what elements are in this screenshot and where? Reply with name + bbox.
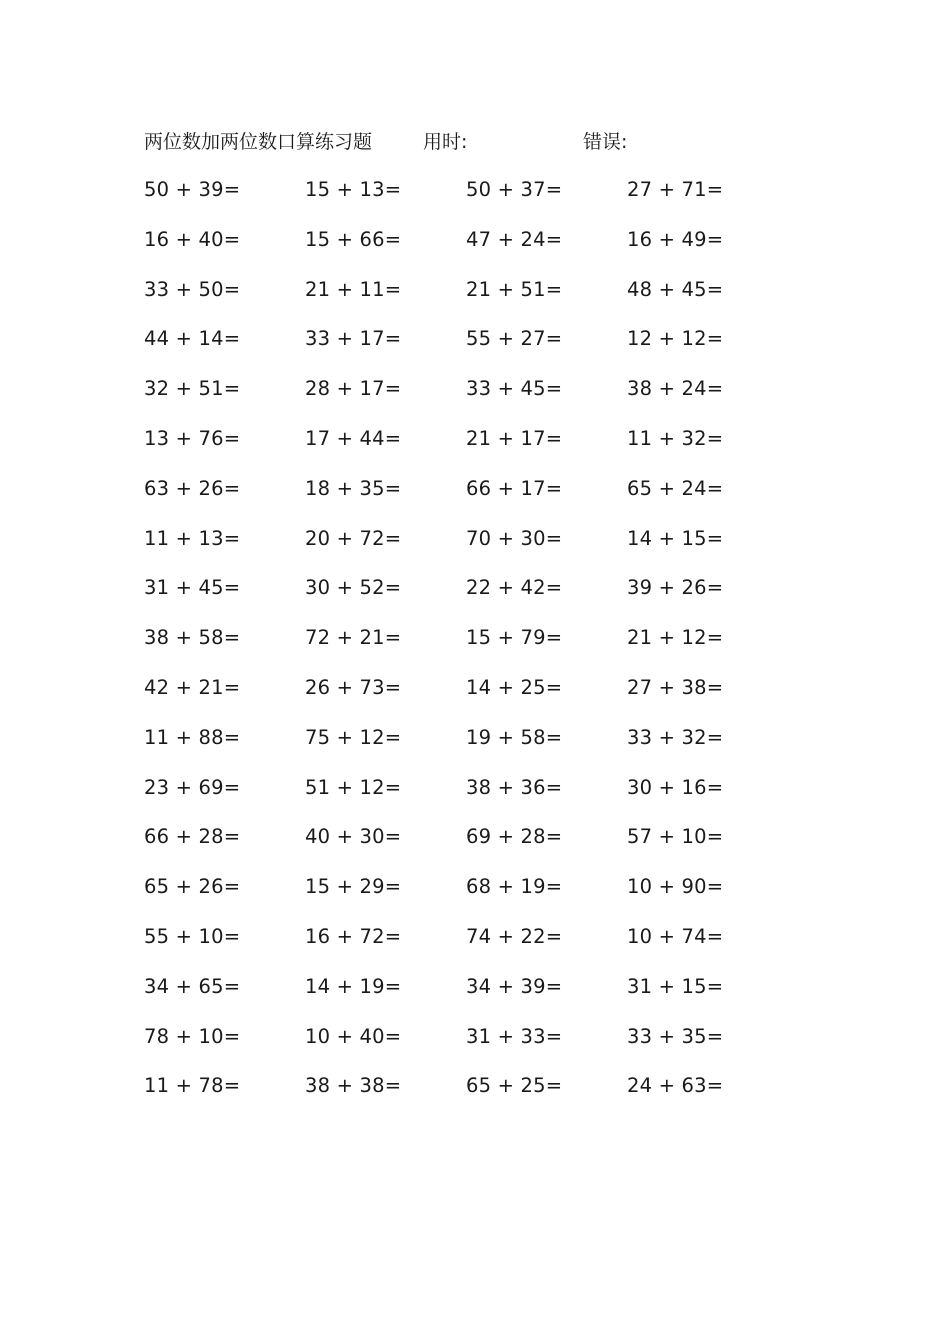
arithmetic-problem: 11 + 13= (144, 526, 241, 550)
arithmetic-problem: 48 + 45= (627, 277, 724, 301)
arithmetic-problem: 65 + 24= (627, 476, 724, 500)
arithmetic-problem: 23 + 69= (144, 775, 241, 799)
arithmetic-problem: 63 + 26= (144, 476, 241, 500)
arithmetic-problem: 34 + 65= (144, 974, 241, 998)
arithmetic-problem: 55 + 10= (144, 924, 241, 948)
arithmetic-problem: 12 + 12= (627, 327, 724, 351)
arithmetic-problem: 15 + 79= (466, 626, 563, 650)
arithmetic-problem: 14 + 25= (466, 675, 563, 699)
arithmetic-problem: 21 + 17= (466, 426, 563, 450)
arithmetic-problem: 30 + 16= (627, 775, 724, 799)
arithmetic-problem: 75 + 12= (305, 725, 402, 749)
arithmetic-problem: 65 + 26= (144, 875, 241, 899)
arithmetic-problem: 22 + 42= (466, 576, 563, 600)
arithmetic-problem: 39 + 26= (627, 576, 724, 600)
arithmetic-problem: 51 + 12= (305, 775, 402, 799)
arithmetic-problem: 33 + 35= (627, 1024, 724, 1048)
arithmetic-problem: 31 + 33= (466, 1024, 563, 1048)
arithmetic-problem: 18 + 35= (305, 476, 402, 500)
arithmetic-problem: 33 + 50= (144, 277, 241, 301)
arithmetic-problem: 11 + 88= (144, 725, 241, 749)
arithmetic-problem: 11 + 78= (144, 1074, 241, 1098)
arithmetic-problem: 66 + 17= (466, 476, 563, 500)
worksheet-title: 两位数加两位数口算练习题 (144, 131, 373, 153)
arithmetic-problem: 70 + 30= (466, 526, 563, 550)
arithmetic-problem: 34 + 39= (466, 974, 563, 998)
arithmetic-problem: 27 + 38= (627, 675, 724, 699)
arithmetic-problem: 65 + 25= (466, 1074, 563, 1098)
arithmetic-problem: 50 + 37= (466, 178, 563, 201)
arithmetic-problem: 21 + 51= (466, 277, 563, 301)
arithmetic-problem: 14 + 15= (627, 526, 724, 550)
arithmetic-problem: 24 + 63= (627, 1074, 724, 1098)
arithmetic-problem: 78 + 10= (144, 1024, 241, 1048)
arithmetic-problem: 33 + 32= (627, 725, 724, 749)
arithmetic-problem: 38 + 36= (466, 775, 563, 799)
error-count-label: 错误: (583, 131, 628, 153)
arithmetic-problem: 16 + 49= (627, 227, 724, 251)
arithmetic-problem: 74 + 22= (466, 924, 563, 948)
arithmetic-problem: 28 + 17= (305, 377, 402, 401)
arithmetic-problem: 50 + 39= (144, 178, 241, 201)
arithmetic-problem: 47 + 24= (466, 227, 563, 251)
time-used-label: 用时: (423, 131, 468, 153)
arithmetic-problem: 55 + 27= (466, 327, 563, 351)
arithmetic-problem: 38 + 38= (305, 1074, 402, 1098)
arithmetic-problem: 30 + 52= (305, 576, 402, 600)
arithmetic-problem: 31 + 45= (144, 576, 241, 600)
arithmetic-problem: 66 + 28= (144, 825, 241, 849)
arithmetic-problem: 16 + 40= (144, 227, 241, 251)
arithmetic-problem: 21 + 11= (305, 277, 402, 301)
arithmetic-problem: 31 + 15= (627, 974, 724, 998)
arithmetic-problem: 26 + 73= (305, 675, 402, 699)
arithmetic-problem: 11 + 32= (627, 426, 724, 450)
arithmetic-problem: 10 + 90= (627, 875, 724, 899)
arithmetic-problem: 14 + 19= (305, 974, 402, 998)
arithmetic-problem: 10 + 40= (305, 1024, 402, 1048)
arithmetic-problem: 20 + 72= (305, 526, 402, 550)
arithmetic-problem: 38 + 58= (144, 626, 241, 650)
arithmetic-problem: 16 + 72= (305, 924, 402, 948)
arithmetic-problem: 32 + 51= (144, 377, 241, 401)
arithmetic-problem: 42 + 21= (144, 675, 241, 699)
arithmetic-problem: 21 + 12= (627, 626, 724, 650)
arithmetic-problem: 15 + 13= (305, 178, 402, 201)
arithmetic-problem: 13 + 76= (144, 426, 241, 450)
arithmetic-problem: 38 + 24= (627, 377, 724, 401)
arithmetic-problem: 33 + 17= (305, 327, 402, 351)
problem-grid (144, 176, 804, 1122)
arithmetic-problem: 68 + 19= (466, 875, 563, 899)
arithmetic-problem: 15 + 66= (305, 227, 402, 251)
arithmetic-problem: 27 + 71= (627, 178, 724, 201)
arithmetic-problem: 40 + 30= (305, 825, 402, 849)
arithmetic-problem: 44 + 14= (144, 327, 241, 351)
arithmetic-problem: 19 + 58= (466, 725, 563, 749)
arithmetic-problem: 57 + 10= (627, 825, 724, 849)
arithmetic-problem: 33 + 45= (466, 377, 563, 401)
arithmetic-problem: 72 + 21= (305, 626, 402, 650)
arithmetic-problem: 15 + 29= (305, 875, 402, 899)
arithmetic-problem: 10 + 74= (627, 924, 724, 948)
arithmetic-problem: 69 + 28= (466, 825, 563, 849)
worksheet-header (0, 128, 950, 156)
arithmetic-problem: 17 + 44= (305, 426, 402, 450)
